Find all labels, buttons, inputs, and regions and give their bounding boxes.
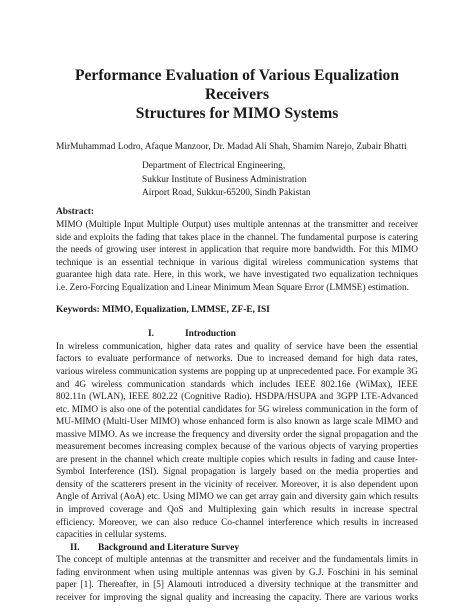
body-line: MU-MIMO (Multi-User MIMO) whose enhanced form is also known as large scale MIMO and bbox=[56, 417, 418, 428]
section-heading-background bbox=[70, 542, 418, 555]
abstract-line: side and exploits the fading that takes place in the channel. The fundamental purpose is catering bbox=[56, 232, 418, 243]
affiliation bbox=[142, 160, 418, 200]
introduction-body bbox=[56, 341, 418, 542]
abstract-heading: Abstract: bbox=[56, 207, 95, 218]
keywords: Keywords: MIMO, Equalization, LMMSE, ZF-E, ISI bbox=[56, 305, 270, 316]
body-line: In wireless communication, higher data rates and quality of service have been the essential bbox=[56, 341, 418, 352]
body-line: are present in the channel which create multiple copies which results in fading and cause Inter- bbox=[56, 454, 418, 465]
abstract-line: technique is an essential technique in various digital wireless communication systems that bbox=[56, 257, 418, 268]
body-line: fading environment when using multiple antennas was given by G.J. Foschini in his seminal bbox=[56, 567, 418, 578]
body-line: measurement becomes increasing complex because of the various objects of varying properties bbox=[56, 442, 418, 453]
section-number: I. bbox=[148, 329, 154, 340]
affiliation-line: Airport Road, Sukkur-65200, Sindh Pakistan bbox=[142, 188, 311, 199]
body-line: various wireless communication systems are popping up at unprecedented pace. For example 3G bbox=[56, 366, 418, 377]
body-line: massive MIMO. As we increase the frequency and diversity order the signal propagation and the bbox=[56, 429, 418, 440]
body-line: 802.11n (WLAN), IEEE 802.22 (Cognitive Radio). HSDPA/HSUPA and 3GPP LTE-Advanced bbox=[56, 392, 418, 403]
abstract-line: i.e. Zero-Forcing Equalization and Linear Minimum Mean Square Error (LMMSE) estimation. bbox=[56, 282, 409, 293]
body-line: and 4G wireless communication standards which includes IEEE 802.16e (WiMax), IEEE bbox=[56, 379, 418, 390]
affiliation-line: Sukkur Institute of Business Administration bbox=[142, 174, 307, 185]
body-line: efficiency. Moreover, we can also reduce Co-channel interference which results in increased bbox=[56, 517, 418, 528]
abstract-line: guarantee high data rate. Here, in this work, we have investigated two equalization techniques bbox=[56, 270, 418, 281]
section-title: Introduction bbox=[185, 329, 236, 340]
body-line: paper [1]. Thereafter, in [5] Alamouti introduced a diversity technique at the transmitter and bbox=[56, 580, 418, 591]
author-list: MirMuhammad Lodro, Afaque Manzoor, Dr. Madad Ali Shah, Shamim Narejo, Zubair Bhatti bbox=[56, 142, 407, 152]
section-title: Background and Literature Survey bbox=[98, 542, 240, 553]
section-heading-introduction bbox=[148, 328, 418, 341]
body-line: factors to evaluate performance of networks. Due to increased demand for high data rates, bbox=[56, 354, 418, 365]
paper-title bbox=[56, 66, 418, 123]
title-line-2: Structures for MIMO Systems bbox=[135, 105, 339, 122]
body-line: receiver for improving the signal quality and increasing the capacity. There are various works bbox=[56, 592, 418, 603]
body-line: capacities in cellular systems. bbox=[56, 530, 167, 541]
body-line: Symbol Interference (ISI). Signal propagation is largely based on the media properties and bbox=[56, 467, 418, 478]
background-body bbox=[56, 554, 418, 604]
body-line: in improved coverage and QoS and Multiplexing gain which results in increase spectral bbox=[56, 505, 418, 515]
title-line-1: Performance Evaluation of Various Equalization Receivers bbox=[74, 67, 399, 103]
abstract-line: MIMO (Multiple Input Multiple Output) uses multiple antennas at the transmitter and receiver bbox=[56, 220, 418, 231]
body-line: The concept of multiple antennas at the transmitter and receiver and the fundamentals limits in bbox=[56, 555, 418, 566]
abstract-body bbox=[56, 219, 418, 294]
body-line: etc. MIMO is also one of the potential candidates for 5G wireless communication in the form of bbox=[56, 404, 418, 415]
abstract-line: the needs of growing user interest in application that require more bandwidth. For this MIMO bbox=[56, 245, 418, 256]
body-line: density of the scatterers present in the vicinity of receiver. Moreover, it is also dependent upon bbox=[56, 479, 418, 490]
body-line: Angle of Arrival (AoA) etc. Using MIMO we can get array gain and diversity gain which results bbox=[56, 492, 418, 503]
section-number: II. bbox=[70, 542, 80, 553]
affiliation-line: Department of Electrical Engineering, bbox=[142, 161, 286, 172]
